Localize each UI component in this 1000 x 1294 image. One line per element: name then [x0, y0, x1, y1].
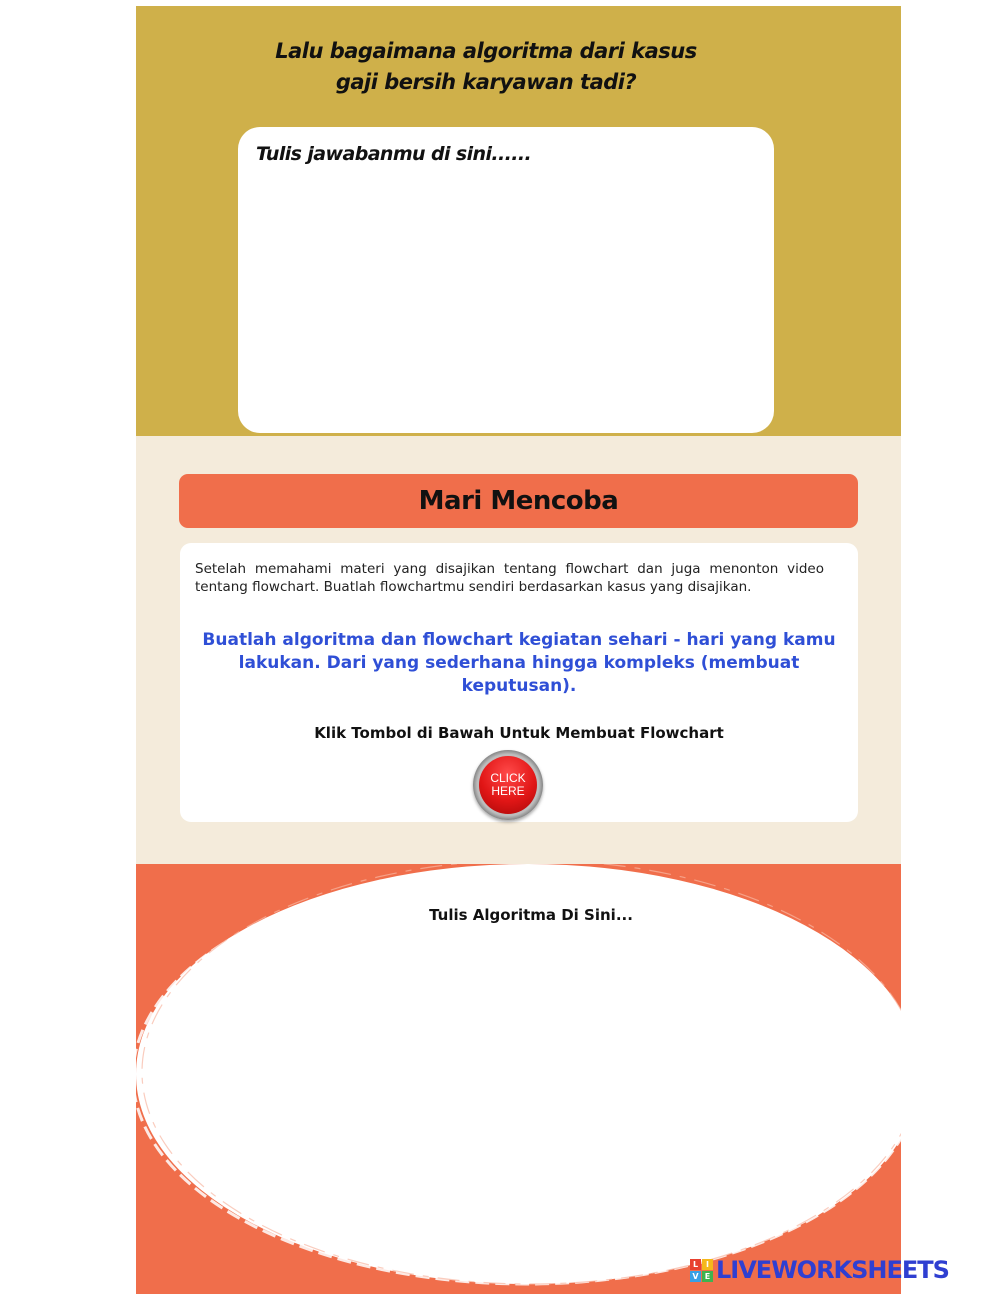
- answer-input[interactable]: [254, 177, 758, 421]
- logo-letter-l: L: [690, 1259, 701, 1270]
- logo-letter-v: V: [690, 1271, 701, 1282]
- algorithm-section: [136, 864, 901, 1294]
- exercise-intro: Setelah memahami materi yang disajikan tentang flowchart dan juga menonton video tentang flowchart. Buatlah flowchartmu sendiri berdasarkan kasus yang disajikan.: [195, 561, 824, 595]
- liveworksheets-logo-icon: [690, 1259, 713, 1282]
- logo-letter-i: I: [702, 1259, 713, 1270]
- exercise-banner: [179, 474, 858, 528]
- exercise-task: Buatlah algoritma dan flowchart kegiatan sehari - hari yang kamu lakukan. Dari yang sederhana hingga kompleks (membuat keputusan).: [202, 630, 836, 696]
- question-heading: Lalu bagaimana algoritma dari kasus gaji bersih karyawan tadi?: [275, 39, 697, 94]
- banner-title: Mari Mencoba: [418, 486, 619, 516]
- click-here-face: [479, 756, 537, 814]
- answer-box[interactable]: [238, 127, 774, 433]
- logo-letter-e: E: [702, 1271, 713, 1282]
- click-here-label: CLICK HERE: [490, 771, 526, 798]
- click-here-button[interactable]: [473, 750, 543, 820]
- liveworksheets-watermark: [690, 1256, 949, 1284]
- question-section: [136, 6, 901, 436]
- flowchart-cta: Klik Tombol di Bawah Untuk Membuat Flowchart: [314, 724, 724, 742]
- algorithm-input[interactable]: [226, 944, 850, 1248]
- watermark-text: LIVEWORKSHEETS: [716, 1256, 949, 1284]
- exercise-section: [136, 436, 901, 864]
- worksheet-page: [136, 6, 901, 1294]
- answer-hint: Tulis jawabanmu di sini......: [256, 143, 532, 165]
- exercise-card: [180, 543, 858, 822]
- algorithm-title: Tulis Algoritma Di Sini...: [429, 906, 633, 924]
